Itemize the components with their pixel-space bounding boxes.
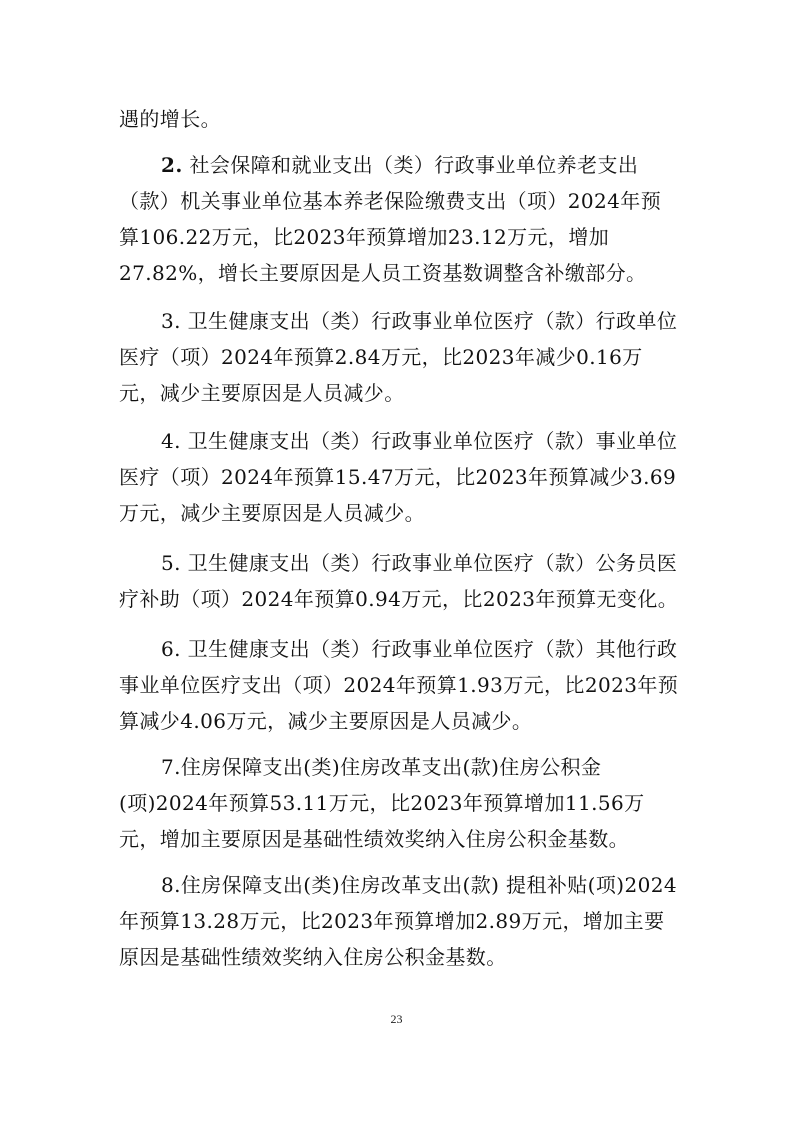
paragraph-item-7 <box>119 749 679 857</box>
paragraph-text: 8.住房保障支出(类)住房改革支出(款) 提租补贴(项)2024年预算13.28万元，比2023年预算增加2.89万元，增加主要原因是基础性绩效奖纳入住房公积金基数。 <box>119 873 677 969</box>
paragraph-item-2 <box>119 147 679 291</box>
paragraph-item-8 <box>119 867 679 975</box>
paragraph-text: 3. 卫生健康支出（类）行政事业单位医疗（款）行政单位医疗（项）2024年预算2.84万元，比2023年减少0.16万元，减少主要原因是人员减少。 <box>119 309 678 405</box>
paragraph-text: 5. 卫生健康支出（类）行政事业单位医疗（款）公务员医疗补助（项）2024年预算0.94万元，比2023年预算无变化。 <box>119 551 679 611</box>
paragraph-continuation <box>119 101 679 137</box>
paragraph-text: 6. 卫生健康支出（类）行政事业单位医疗（款）其他行政事业单位医疗支出（项）2024年预算1.93万元，比2023年预算减少4.06万元，减少主要原因是人员减少。 <box>119 637 679 733</box>
paragraph-item-6 <box>119 631 679 739</box>
page-number: 23 <box>390 1012 403 1026</box>
document-body <box>119 101 679 975</box>
paragraph-text: 7.住房保障支出(类)住房改革支出(款)住房公积金(项)2024年预算53.11万元，比2023年预算增加11.56万元，增加主要原因是基础性绩效奖纳入住房公积金基数。 <box>119 755 645 851</box>
paragraph-item-4 <box>119 423 679 531</box>
paragraph-text: 遇的增长。 <box>119 107 221 131</box>
paragraph-item-5 <box>119 545 679 617</box>
paragraph-text: 4. 卫生健康支出（类）行政事业单位医疗（款）事业单位医疗（项）2024年预算15.47万元，比2023年预算减少3.69万元，减少主要原因是人员减少。 <box>119 429 678 525</box>
paragraph-text: 社会保障和就业支出（类）行政事业单位养老支出（款）机关事业单位基本养老保险缴费支出（项）2024年预算106.22万元，比2023年预算增加23.12万元，增加27.82%，增长主要原因是人员工资基数调整含补缴部分。 <box>119 153 662 285</box>
paragraph-number: 2. <box>161 153 183 177</box>
paragraph-item-3 <box>119 303 679 411</box>
